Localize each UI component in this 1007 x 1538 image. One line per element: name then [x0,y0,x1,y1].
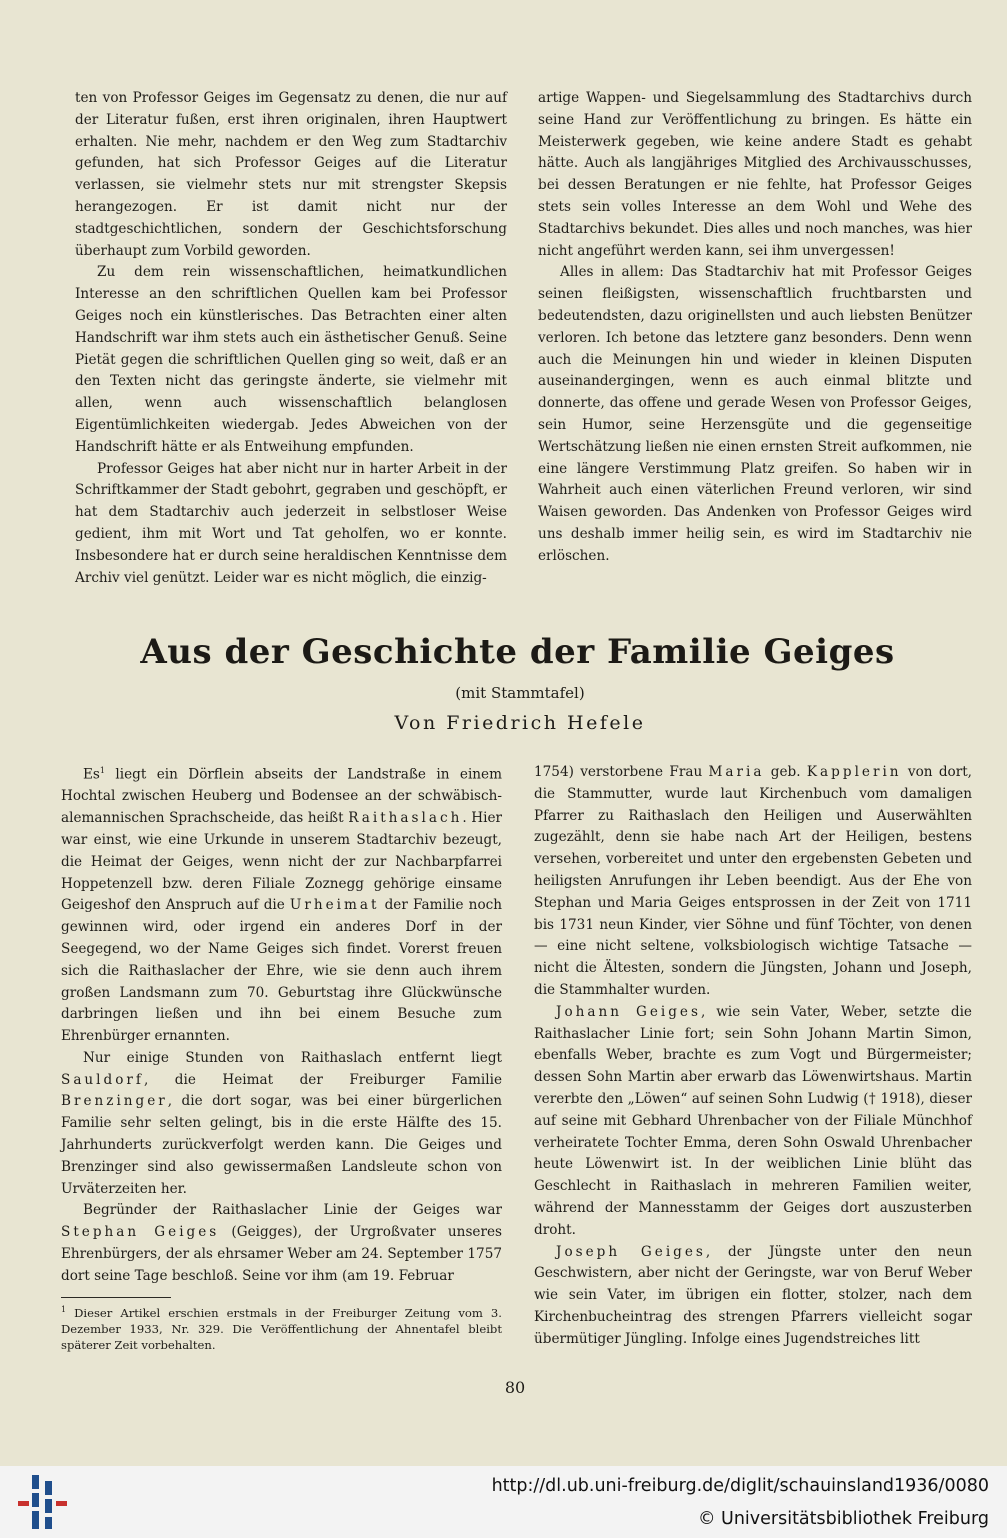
paragraph: ten von Professor Geiges im Gegensatz zu denen, die nur auf der Literatur fußen, erst ihren originalen, ihren Hauptwert erhalten. Nie mehr, nachdem er den Weg zum Stadtarchiv gefunden, hat sich Professor Geiges auf die Literatur verlassen, sie vielmehr stets nur mit strengster Skepsis herangezogen. Er ist damit nicht nur der stadtgeschichtlichen, sondern der Geschichtsforschung überhaupt zum Vorbild geworden. [75,90,507,259]
text-run: Es [83,766,100,783]
spaced-name: Maria [708,764,765,780]
text-run: , die Heimat der Freiburger Familie [143,1071,502,1088]
spaced-name: Sauldorf [61,1071,144,1088]
text-run: (Geigges), der Urgroßvater unseres Ehrenbürgers, der als ehrsamer Weber am 24. September 1757 dort seine Tage beschloß. Seine vor ihm (am 19. Februar [61,1224,502,1284]
top-left-column [75,88,507,589]
paragraph [61,1200,502,1287]
text-run: 1754) verstorbene Frau [534,764,709,780]
paragraph: Alles in allem: Das Stadtarchiv hat mit Professor Geiges seinen fleißigsten, wissenschaftlich fruchtbarsten und bedeutendsten, dazu originellsten und auch liebsten Benützer verloren. Ich betone das letztere ganz besonders. Denn wenn auch die Meinungen hin und wieder in kleinen Disputen auseinandergingen, wenn es auch einmal blitzte und donnerte, das offene und gerade Wesen von Professor Geiges, sein Humor, seine Herzensgüte und die gegenseitige Wertschätzung ließen nie einen ernsten Streit aufkommen, nie eine längere Verstimmung Platz greifen. So haben wir in Wahrheit auch einen väterlichen Freund verloren, wir sind Waisen geworden. Das Andenken von Professor Geiges wird uns deshalb immer heilig sein, es wird im Stadtarchiv nie erlöschen. [538,264,972,564]
paragraph [61,760,502,1048]
document-url-link[interactable]: http://dl.ub.uni-freiburg.de/diglit/schauinsland1936/0080 [491,1476,989,1496]
copyright-notice: © Universitätsbibliothek Freiburg [697,1509,989,1529]
article-author: Von Friedrich Hefele [394,712,646,734]
paragraph [534,762,972,1002]
footnote-text: Dieser Artikel erschien erstmals in der Freiburger Zeitung vom 3. Dezember 1933, Nr. 329. Die Veröffentlichung der Ahnentafel bleibt späterer Zeit vorbehalten. [61,1305,502,1352]
top-right-column [538,88,972,568]
bottom-right-column [534,762,972,1351]
footnote-reference: 1 [99,766,105,775]
article-title: Aus der Geschichte der Familie Geiges [140,632,895,672]
paragraph: artige Wappen- und Siegelsammlung des Stadtarchivs durch seine Hand zur Veröffentlichung zu bringen. Es hätte ein Meisterwerk gegeben, wie keine andere Stadt es gehabt hätte. Auch als langjähriges Mitglied des Archivausschusses, bei dessen Beratungen er nie fehlte, hat Professor Geiges stets sein volles Interesse an dem Wohl und Wehe des Stadtarchivs bekundet. Dies alles und noch manches, was hier nicht angeführt werden kann, sei ihm unvergessen! [538,90,972,259]
footnote-divider [61,1297,171,1298]
text-run: geb. [764,764,807,780]
paragraph: Zu dem rein wissenschaftlichen, heimatkundlichen Interesse an den schriftlichen Quellen kam bei Professor Geiges noch ein künstlerisches. Das Betrachten einer alten Handschrift war ihm stets auch ein ästhetischer Genuß. Seine Pietät gegen die schriftlichen Quellen ging so weit, daß er an den Texten nicht das geringste änderte, sie vielmehr mit allen, wenn auch wissenschaftlich belanglosen Eigentümlichkeiten wiedergab. Jedes Abweichen von der Handschrift hätte er als Entweihung empfunden. [75,264,507,455]
spaced-name: Stephan Geiges [61,1224,220,1241]
text-run: der Familie noch gewinnen wird, oder irgend ein anderes Dorf in der Seegegend, wo der Name Geiges sich findet. Vorerst freuen sich die Raithaslacher der Ehre, wie sie denn auch ihrem großen Landsmann zum 70. Geburtstag ihre Glückwünsche darbringen ließen und ihn bei einem Besuche zum Ehrenbürger ernannten. [61,897,502,1045]
page-number: 80 [504,1378,526,1397]
footnote-mark: 1 [61,1305,67,1314]
text-run: . Hier war einst, wie eine Urkunde in unserem Stadtarchiv bezeugt, die Heimat der Geiges, wenn nicht der zur Nachbarpfarrei Hoppetenzell bzw. deren Filiale Zoznegg gehörige einsame Geigeshof den Anspruch auf die [61,810,503,914]
spaced-name: Brenzinger [61,1093,168,1110]
text-run: , die dort sogar, was bei einer bürgerlichen Familie sehr selten gelingt, bis in die erste Hälfte des 15. Jahrhunderts zurückverfolgt werden kann. Die Geiges und Brenzinger sind also gewissermaßen Landsleute schon von Urväterzeiten her. [61,1093,502,1197]
text-run: Begründer der Raithaslacher Linie der Geiges war [83,1202,502,1219]
paragraph [61,1048,502,1201]
article-subtitle: (mit Stammtafel) [455,684,585,702]
paragraph: Professor Geiges hat aber nicht nur in harter Arbeit in der Schriftkammer der Stadt gebohrt, gegraben und geschöpft, er hat dem Stadtarchiv auch jederzeit in selbstloser Weise gedient, ihm mit Wort und Tat geholfen, wo er konnte. Insbesondere hat er durch seine heraldischen Kenntnisse dem Archiv viel genützt. Leider war es nicht möglich, die einzig- [75,460,507,586]
paragraph [534,1002,972,1242]
spaced-name: Urheimat [289,897,380,914]
text-run: , der Jüngste unter den neun Geschwistern, aber nicht der Geringste, war von Beruf Weber wie sein Vater, im übrigen ein flotter, stolzer, nach dem Kirchenbucheintrag des strengen Pfarrers vielleicht sogar übermütiger Jüngling. Infolge eines Jugendstreiches litt [534,1243,972,1347]
text-run: Nur einige Stunden von Raithaslach entfernt liegt [83,1049,502,1066]
text-run: liegt ein Dörflein abseits der Landstraße in einem Hochtal zwischen Heuberg und Bodensee an der schwäbisch-alemannischen Sprachscheide, das heißt [61,766,502,827]
text-run: von dort, die Stammutter, wurde laut Kirchenbuch vom damaligen Pfarrer zu Raithaslach den Heiligen und Auserwählten zugezählt, denn sie habe nach Art der Heiligen, bestens versehen, vorbereitet und unter den ergebensten Gebeten und heiligsten Anrufungen ihr Leben beendigt. Aus der Ehe von Stephan und Maria Geiges entsprossen in der Zeit von 1711 bis 1731 neun Kinder, vier Söhne und fünf Töchter, von denen — eine nicht seltene, volksbiologisch wichtige Tatsache — nicht die Ältesten, sondern die Jüngsten, Johann und Joseph, die Stammhalter wurden. [534,764,972,998]
ub-freiburg-logo-icon [18,1473,68,1531]
paragraph [534,1242,972,1351]
spaced-name: Johann Geiges [556,1003,701,1020]
bottom-left-column [61,760,502,1288]
text-run: , wie sein Vater, Weber, setzte die Raithaslacher Linie fort; sein Sohn Johann Martin Simon, ebenfalls Weber, brachte es zum Vogt und Bürgermeister; dessen Sohn Martin aber erwarb das Löwenwirtshaus. Martin vererbte den „Löwen“ auf seinen Sohn Ludwig († 1918), dieser auf seine mit Gebhard Uhrenbacher von der Filiale Münchhof verheiratete Tochter Emma, deren Sohn Oswald Uhrenbacher heute Löwenwirt ist. In der weiblichen Linie blüht das Geschlecht in Raithaslach in mehreren Familien weiter, während der Mannesstamm der Geiges dort auszusterben droht. [534,1003,972,1238]
spaced-name: Kapplerin [806,764,902,780]
spaced-name: Raithaslach [348,810,463,827]
spaced-name: Joseph Geiges [556,1243,706,1260]
footnote [61,1302,502,1353]
